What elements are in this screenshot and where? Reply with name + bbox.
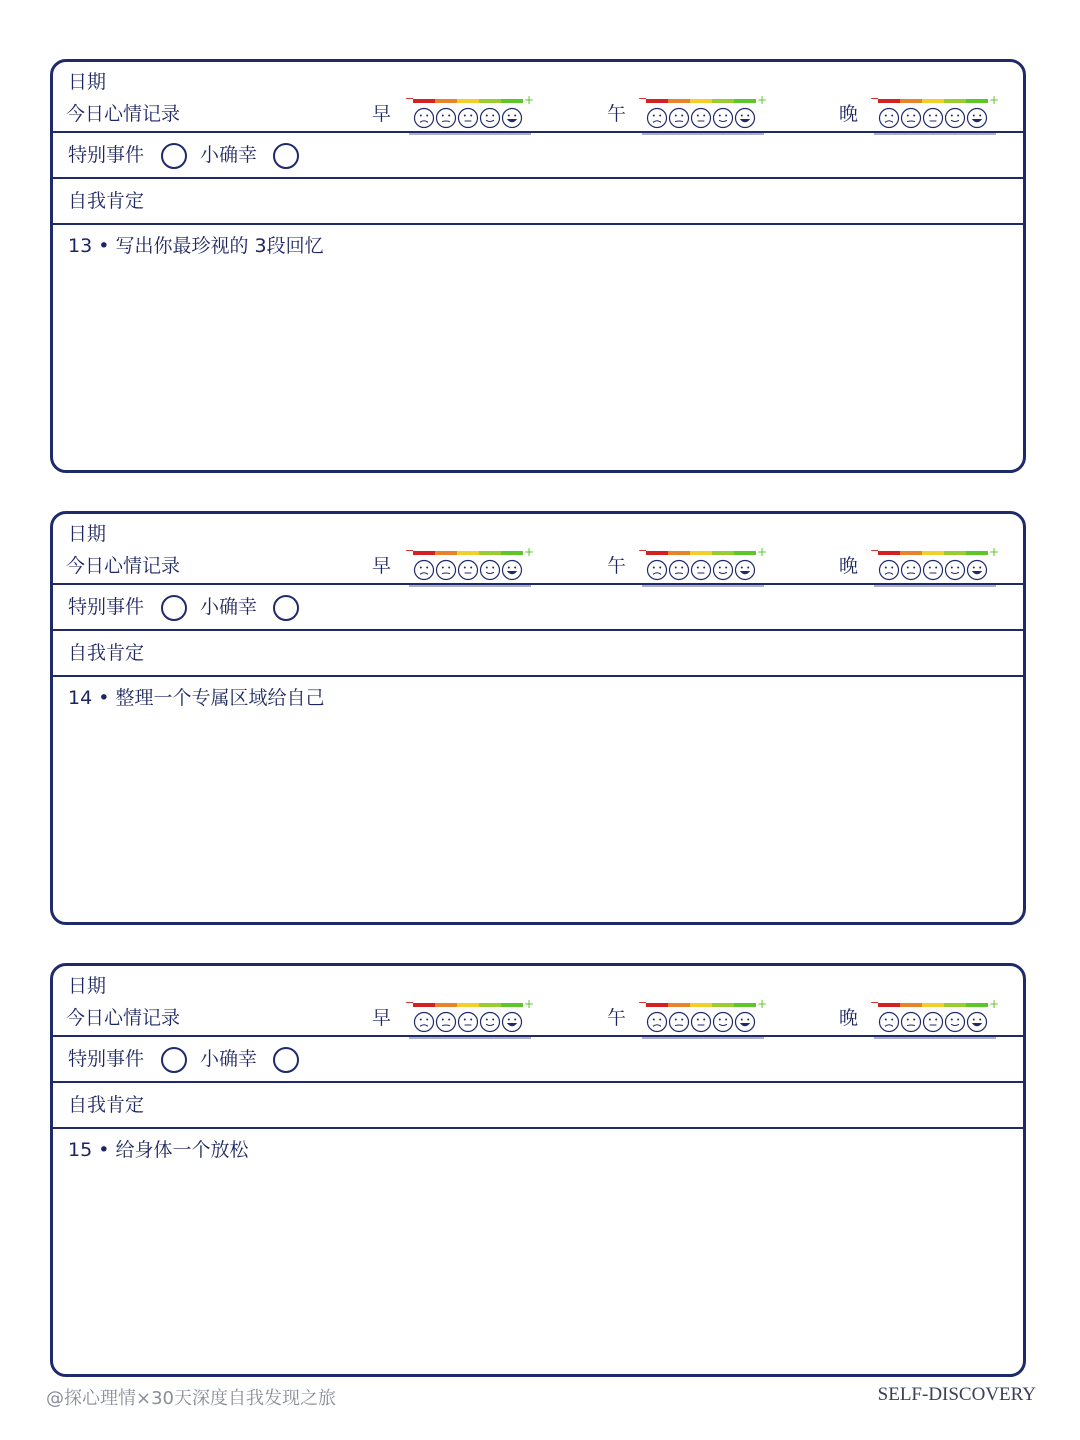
self-affirmation-label: 自我肯定 [68, 642, 145, 664]
happy-face-icon[interactable] [503, 561, 522, 580]
scale-segment [878, 551, 900, 555]
scale-segment [457, 551, 479, 555]
mood-record-label: 今日心情记录 [66, 555, 181, 577]
noon-label: 午 [607, 1007, 627, 1029]
scale-segment [413, 99, 435, 103]
scale-segment [668, 1003, 690, 1007]
scale-plus-sign: + [524, 96, 535, 107]
scale-segment [878, 1003, 900, 1007]
evening-label: 晚 [839, 555, 859, 577]
happy-face-icon[interactable] [736, 1013, 755, 1032]
morning-label: 早 [372, 1007, 392, 1029]
slightly-sad-face-icon[interactable] [670, 561, 689, 580]
slightly-sad-face-icon[interactable] [902, 109, 921, 128]
scale-minus-sign: − [638, 1000, 648, 1009]
sad-face-icon[interactable] [880, 561, 899, 580]
scale-segment [690, 1003, 712, 1007]
special-event-checkbox[interactable] [161, 1047, 187, 1073]
evening-label: 晚 [839, 103, 859, 125]
journal-card-day-13 [50, 59, 1026, 473]
neutral-face-icon[interactable] [692, 561, 711, 580]
journal-card-day-14 [50, 511, 1026, 925]
scale-segment [878, 99, 900, 103]
scale-segment [944, 99, 966, 103]
scale-segment [668, 99, 690, 103]
content-face-icon[interactable] [946, 109, 965, 128]
scale-plus-sign: + [757, 1000, 768, 1011]
footer-brand: SELF-DISCOVERY [877, 1384, 1036, 1405]
scale-segment [712, 1003, 734, 1007]
neutral-face-icon[interactable] [692, 109, 711, 128]
sad-face-icon[interactable] [880, 109, 899, 128]
neutral-face-icon[interactable] [924, 1013, 943, 1032]
slightly-sad-face-icon[interactable] [670, 109, 689, 128]
date-label: 日期 [68, 975, 107, 997]
scale-segment [734, 1003, 756, 1007]
scale-segment [457, 99, 479, 103]
self-affirmation-label: 自我肯定 [68, 1094, 145, 1116]
scale-segment [734, 99, 756, 103]
date-label: 日期 [68, 523, 107, 545]
small-happiness-checkbox[interactable] [273, 1047, 299, 1073]
date-mood-row [53, 966, 1023, 1037]
journal-card-day-15 [50, 963, 1026, 1377]
scale-segment [646, 1003, 668, 1007]
slightly-sad-face-icon[interactable] [902, 561, 921, 580]
happy-face-icon[interactable] [968, 561, 987, 580]
neutral-face-icon[interactable] [459, 561, 478, 580]
scale-segment [712, 551, 734, 555]
scale-segment [479, 1003, 501, 1007]
content-face-icon[interactable] [481, 109, 500, 128]
evening-label: 晚 [839, 1007, 859, 1029]
neutral-face-icon[interactable] [459, 109, 478, 128]
scale-segment [479, 99, 501, 103]
scale-minus-sign: − [405, 1000, 415, 1009]
sad-face-icon[interactable] [415, 109, 434, 128]
sad-face-icon[interactable] [648, 1013, 667, 1032]
morning-label: 早 [372, 103, 392, 125]
scale-minus-sign: − [638, 548, 648, 557]
affirmation-row [53, 631, 1023, 677]
affirmation-row [53, 179, 1023, 225]
scale-segment [966, 99, 988, 103]
sad-face-icon[interactable] [880, 1013, 899, 1032]
mood-record-label: 今日心情记录 [66, 1007, 181, 1029]
scale-segment [457, 1003, 479, 1007]
scale-segment [922, 1003, 944, 1007]
sad-face-icon[interactable] [648, 561, 667, 580]
happy-face-icon[interactable] [968, 1013, 987, 1032]
special-event-label: 特别事件 [68, 1048, 145, 1070]
sad-face-icon[interactable] [648, 109, 667, 128]
evening-mood-scale[interactable] [870, 96, 1000, 136]
scale-segment [668, 551, 690, 555]
scale-segment [646, 551, 668, 555]
content-face-icon[interactable] [714, 109, 733, 128]
scale-segment [922, 99, 944, 103]
happy-face-icon[interactable] [736, 561, 755, 580]
small-happiness-label: 小确幸 [200, 144, 258, 166]
scale-segment [413, 1003, 435, 1007]
neutral-face-icon[interactable] [692, 1013, 711, 1032]
prompt-text: 14 • 整理一个专属区域给自己 [68, 687, 325, 709]
happy-face-icon[interactable] [968, 109, 987, 128]
scale-minus-sign: − [405, 96, 415, 105]
scale-segment [646, 99, 668, 103]
sad-face-icon[interactable] [415, 561, 434, 580]
small-happiness-checkbox[interactable] [273, 143, 299, 169]
slightly-sad-face-icon[interactable] [902, 1013, 921, 1032]
date-label: 日期 [68, 71, 107, 93]
content-face-icon[interactable] [481, 561, 500, 580]
writing-area[interactable] [53, 677, 1023, 925]
sad-face-icon[interactable] [415, 1013, 434, 1032]
special-event-checkbox[interactable] [161, 595, 187, 621]
date-mood-row [53, 62, 1023, 133]
scale-minus-sign: − [870, 1000, 880, 1009]
events-row [53, 1037, 1023, 1083]
special-event-label: 特别事件 [68, 596, 145, 618]
small-happiness-checkbox[interactable] [273, 595, 299, 621]
scale-segment [966, 551, 988, 555]
content-face-icon[interactable] [481, 1013, 500, 1032]
scale-plus-sign: + [524, 1000, 535, 1011]
neutral-face-icon[interactable] [924, 109, 943, 128]
scale-segment [479, 551, 501, 555]
scale-segment [944, 551, 966, 555]
scale-segment [900, 99, 922, 103]
scale-segment [501, 551, 523, 555]
events-row [53, 133, 1023, 179]
scale-minus-sign: − [870, 548, 880, 557]
special-event-checkbox[interactable] [161, 143, 187, 169]
scale-plus-sign: + [524, 548, 535, 559]
slightly-sad-face-icon[interactable] [437, 561, 456, 580]
noon-label: 午 [607, 103, 627, 125]
morning-mood-scale[interactable] [405, 548, 535, 588]
content-face-icon[interactable] [714, 561, 733, 580]
footer-credit: @探心理情×30天深度自我发现之旅 [46, 1388, 336, 1409]
slightly-sad-face-icon[interactable] [437, 1013, 456, 1032]
scale-plus-sign: + [989, 96, 1000, 107]
small-happiness-label: 小确幸 [200, 1048, 258, 1070]
scale-segment [690, 551, 712, 555]
writing-area[interactable] [53, 225, 1023, 473]
scale-segment [413, 551, 435, 555]
happy-face-icon[interactable] [503, 1013, 522, 1032]
scale-segment [944, 1003, 966, 1007]
date-mood-row [53, 514, 1023, 585]
content-face-icon[interactable] [714, 1013, 733, 1032]
affirmation-row [53, 1083, 1023, 1129]
scale-segment [900, 1003, 922, 1007]
small-happiness-label: 小确幸 [200, 596, 258, 618]
content-face-icon[interactable] [946, 1013, 965, 1032]
scale-segment [435, 1003, 457, 1007]
mood-record-label: 今日心情记录 [66, 103, 181, 125]
slightly-sad-face-icon[interactable] [670, 1013, 689, 1032]
prompt-text: 15 • 给身体一个放松 [68, 1139, 249, 1161]
noon-label: 午 [607, 555, 627, 577]
content-face-icon[interactable] [946, 561, 965, 580]
prompt-text: 13 • 写出你最珍视的 3段回忆 [68, 235, 324, 257]
scale-segment [435, 551, 457, 555]
happy-face-icon[interactable] [736, 109, 755, 128]
self-affirmation-label: 自我肯定 [68, 190, 145, 212]
scale-minus-sign: − [638, 96, 648, 105]
slightly-sad-face-icon[interactable] [437, 109, 456, 128]
morning-mood-scale[interactable] [405, 96, 535, 136]
noon-mood-scale[interactable] [638, 1000, 768, 1040]
scale-minus-sign: − [405, 548, 415, 557]
scale-plus-sign: + [757, 96, 768, 107]
morning-mood-scale[interactable] [405, 1000, 535, 1040]
scale-segment [900, 551, 922, 555]
scale-plus-sign: + [989, 548, 1000, 559]
scale-segment [690, 99, 712, 103]
scale-segment [435, 99, 457, 103]
morning-label: 早 [372, 555, 392, 577]
neutral-face-icon[interactable] [459, 1013, 478, 1032]
scale-segment [501, 1003, 523, 1007]
scale-segment [922, 551, 944, 555]
events-row [53, 585, 1023, 631]
scale-minus-sign: − [870, 96, 880, 105]
neutral-face-icon[interactable] [924, 561, 943, 580]
scale-segment [734, 551, 756, 555]
noon-mood-scale[interactable] [638, 96, 768, 136]
scale-segment [712, 99, 734, 103]
noon-mood-scale[interactable] [638, 548, 768, 588]
evening-mood-scale[interactable] [870, 1000, 1000, 1040]
happy-face-icon[interactable] [503, 109, 522, 128]
scale-segment [501, 99, 523, 103]
scale-segment [966, 1003, 988, 1007]
scale-plus-sign: + [989, 1000, 1000, 1011]
evening-mood-scale[interactable] [870, 548, 1000, 588]
writing-area[interactable] [53, 1129, 1023, 1377]
special-event-label: 特别事件 [68, 144, 145, 166]
scale-plus-sign: + [757, 548, 768, 559]
